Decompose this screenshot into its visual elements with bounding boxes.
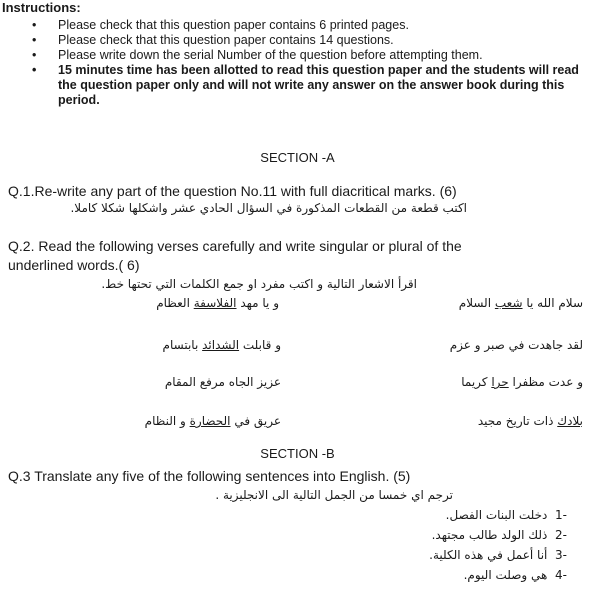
- verse-left: و يا مهد الفلاسفة العظام: [156, 296, 279, 310]
- instructions-title: Instructions:: [2, 0, 81, 15]
- underlined-word: الشدائد: [202, 338, 240, 352]
- instruction-item: • Please check that this question paper contains 6 printed pages.: [32, 18, 409, 32]
- q2-text-line1: Q.2. Read the following verses carefully and write singular or plural of the: [8, 238, 462, 254]
- verse-right: بلادك ذات تاريخ مجيد: [477, 414, 583, 428]
- underlined-word: حرا: [491, 375, 509, 389]
- q1-text: Q.1.Re-write any part of the question No.11 with full diacritical marks. (6): [8, 183, 457, 199]
- underlined-word: بلادك: [557, 414, 583, 428]
- instruction-item: • Please check that this question paper contains 14 questions.: [32, 33, 394, 47]
- underlined-word: الفلاسفة: [193, 296, 237, 310]
- instruction-item: • 15 minutes time has been allotted to read this question paper and the students will read the question paper only and will not write any answer on the answer book during this period.: [32, 63, 579, 107]
- q2-text-line2: underlined words.( 6): [8, 257, 140, 273]
- sentence-item: -3 أنا أعمل في هذه الكلية.: [429, 548, 567, 562]
- bullet-icon: •: [32, 48, 37, 62]
- verse-left: عريق في الحضارة و النظام: [144, 414, 281, 428]
- sentence-item: -1 دخلت البنات الفصل.: [445, 508, 567, 522]
- section-b-heading: SECTION -B: [260, 446, 335, 461]
- verse-right: لقد جاهدت في صبر و عزم: [449, 338, 583, 352]
- underlined-word: الحضارة: [189, 414, 231, 428]
- underlined-word: شعب: [494, 296, 523, 310]
- instructions-list: [0, 18, 595, 108]
- q3-arabic: ترجم اي خمسا من الجمل التالية الى الانجليزية .: [215, 488, 453, 502]
- q3-text: Q.3 Translate any five of the following sentences into English. (5): [8, 468, 411, 484]
- verse-left: و قابلت الشدائد بابتسام: [162, 338, 281, 352]
- bullet-icon: •: [32, 33, 37, 47]
- section-a-heading: SECTION -A: [260, 150, 335, 165]
- instruction-item: • Please write down the serial Number of the question before attempting them.: [32, 48, 483, 62]
- sentence-item: -2 ذلك الولد طالب مجتهد.: [431, 528, 567, 542]
- verse-left: عزيز الجاه مرفع المقام: [164, 375, 281, 389]
- verse-right: سلام الله يا شعب السلام: [458, 296, 583, 310]
- sentence-item: -4 هي وصلت اليوم.: [463, 568, 567, 582]
- verse-right: و عدت مظفرا حرا كريما: [461, 375, 583, 389]
- bullet-icon: •: [32, 18, 37, 32]
- q2-arabic: اقرأ الاشعار التالية و اكتب مفرد او جمع الكلمات التي تحتها خط.: [101, 277, 417, 291]
- bullet-icon: •: [32, 63, 37, 77]
- q1-arabic: اكتب قطعة من القطعات المذكورة في السؤال الحادي عشر واشكلها شكلا كاملا.: [70, 201, 467, 215]
